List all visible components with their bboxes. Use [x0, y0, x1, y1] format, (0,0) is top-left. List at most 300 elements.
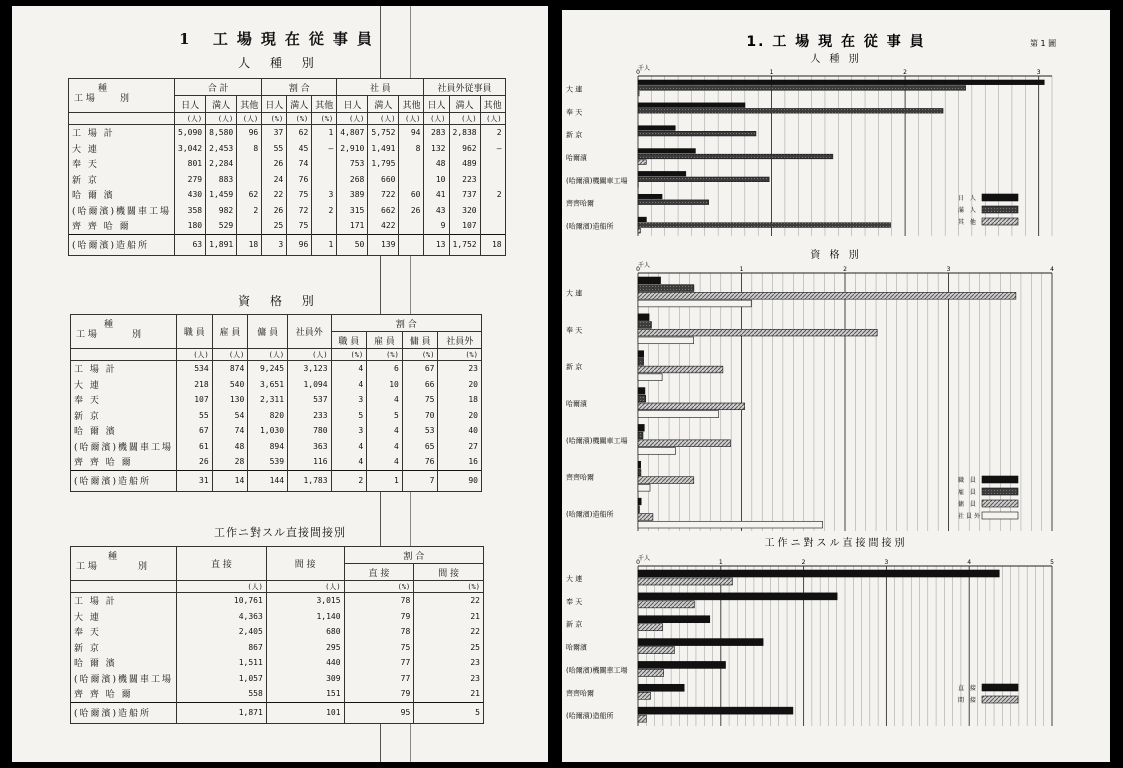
table-cell: —: [480, 141, 505, 157]
table-cell: 60: [399, 187, 424, 203]
bar: [638, 432, 643, 439]
group-header: 社 員: [337, 79, 424, 96]
table-cell: 5,752: [368, 125, 399, 141]
table-cell: 780: [288, 423, 331, 439]
legend-swatch: [982, 476, 1018, 483]
table-row: [69, 141, 506, 157]
bar: [638, 388, 645, 395]
row-label: 新 京: [69, 172, 175, 188]
table-cell: [312, 218, 337, 234]
sub-header: 日人: [337, 96, 368, 113]
category-label: (哈爾濱)機關車工場: [566, 176, 628, 185]
bar: [638, 448, 676, 455]
table-cell: 3,015: [266, 593, 344, 609]
table-cell: 67: [402, 361, 438, 377]
legend-label: 日 人: [958, 195, 978, 202]
table-cell: 20: [438, 408, 482, 424]
sub-header: 満人: [287, 96, 312, 113]
table-cell: 101: [266, 702, 344, 723]
legend-label: 直 接: [958, 685, 978, 692]
tick-label: 1: [739, 266, 744, 273]
table-cell: 223: [449, 172, 480, 188]
chart-title: 工作ニ對スル直接間接別: [764, 538, 908, 549]
bar: [638, 715, 646, 722]
table-cell: 23: [414, 655, 484, 671]
table-cell: 2: [480, 125, 505, 141]
table-cell: 78: [344, 593, 414, 609]
table-cell: 26: [262, 156, 287, 172]
bar: [638, 103, 745, 108]
bar: [638, 669, 664, 676]
tick-label: 3: [1036, 69, 1041, 76]
table-row: [71, 686, 484, 702]
legend-swatch: [982, 206, 1018, 213]
bar: [638, 108, 943, 113]
group-header: 割 合: [262, 79, 337, 96]
table-cell: 558: [177, 686, 267, 702]
table-cell: 2,453: [206, 141, 237, 157]
table-cell: 139: [368, 234, 399, 255]
table-cell: 2,311: [248, 392, 288, 408]
section-title-direct-indirect: 工作ニ對スル直接間接別: [214, 526, 346, 539]
table-cell: 737: [449, 187, 480, 203]
table-row: [71, 609, 484, 625]
category-label: (哈爾濱)機關車工場: [566, 666, 628, 675]
group-header: 間 接: [266, 547, 344, 581]
table-cell: 75: [287, 218, 312, 234]
table-cell: [480, 156, 505, 172]
row-label: 奉 天: [69, 156, 175, 172]
bar: [638, 358, 644, 365]
bar: [638, 403, 745, 410]
bar: [638, 692, 651, 699]
category-label: 大 連: [566, 85, 583, 94]
table-cell: 430: [175, 187, 206, 203]
table-row: [71, 408, 482, 424]
row-label: 哈 爾 濱: [69, 187, 175, 203]
table-cell: [399, 156, 424, 172]
sub-header: 其他: [237, 96, 262, 113]
sub-header: 満人: [368, 96, 399, 113]
bar: [638, 149, 695, 154]
table-cell: 10: [424, 172, 449, 188]
bar: [638, 322, 651, 329]
table-cell: 63: [175, 234, 206, 255]
group-header: 社員外従事員: [424, 79, 505, 96]
table-cell: 1,891: [206, 234, 237, 255]
table-cell: 31: [177, 470, 213, 491]
table-row: [71, 361, 482, 377]
bar: [638, 126, 675, 131]
table-cell: 21: [414, 609, 484, 625]
category-label: (哈爾濱)機關車工場: [566, 436, 628, 445]
table-cell: 40: [438, 423, 482, 439]
table-cell: 753: [337, 156, 368, 172]
group-header: 合 計: [175, 79, 262, 96]
table-cell: 41: [424, 187, 449, 203]
table-row: [71, 423, 482, 439]
table-cell: 3,042: [175, 141, 206, 157]
group-header: 割 合: [344, 547, 483, 564]
table-cell: 233: [288, 408, 331, 424]
bar: [638, 154, 833, 159]
sub-header: 直 接: [344, 564, 414, 581]
row-label: 哈 爾 濱: [71, 655, 177, 671]
table-cell: 874: [212, 361, 248, 377]
table-cell: 3,123: [288, 361, 331, 377]
row-label: 奉 天: [71, 624, 177, 640]
axis-unit-label: 千人: [638, 262, 651, 269]
table-row: [71, 640, 484, 656]
table-cell: 75: [344, 640, 414, 656]
bar: [638, 411, 719, 418]
table-cell: 3: [262, 234, 287, 255]
table-row: [69, 218, 506, 234]
table-cell: 53: [402, 423, 438, 439]
table-qualification: [70, 314, 482, 492]
table-cell: 77: [344, 655, 414, 671]
category-label: 新 京: [566, 131, 583, 140]
table-cell: 37: [262, 125, 287, 141]
table-cell: 962: [449, 141, 480, 157]
table-cell: 1,783: [288, 470, 331, 491]
table-cell: 3: [331, 423, 367, 439]
bar: [638, 160, 646, 165]
table-cell: 54: [212, 408, 248, 424]
sub-header: 日人: [424, 96, 449, 113]
category-label: (哈爾濱)造船所: [566, 510, 614, 519]
group-header: 割 合: [331, 315, 481, 332]
table-cell: 21: [414, 686, 484, 702]
tick-label: 4: [967, 559, 972, 566]
bar: [638, 570, 999, 577]
bar: [638, 477, 694, 484]
legend-swatch: [982, 218, 1018, 225]
table-cell: [480, 172, 505, 188]
table-row: [71, 377, 482, 393]
unit-row: (人) (人) (%) (%): [71, 581, 484, 593]
table-cell: 4,807: [337, 125, 368, 141]
table-cell: 1,511: [177, 655, 267, 671]
table-cell: 79: [344, 686, 414, 702]
table-cell: 10,761: [177, 593, 267, 609]
table-row: [71, 702, 484, 723]
bar: [638, 661, 726, 668]
table-cell: 315: [337, 203, 368, 219]
table-row: [69, 156, 506, 172]
table-cell: 76: [402, 454, 438, 470]
table-cell: 24: [262, 172, 287, 188]
legend-swatch: [982, 500, 1018, 507]
table-cell: 25: [414, 640, 484, 656]
legend-label: 間 接: [958, 697, 978, 704]
bar: [638, 684, 684, 691]
bar: [638, 601, 694, 608]
bar: [638, 374, 662, 381]
group-header: 雇 員: [212, 315, 248, 349]
table-cell: [399, 172, 424, 188]
row-label: 工 場 計: [71, 361, 177, 377]
row-label: (哈爾濱)機關車工場: [71, 439, 177, 455]
bar: [638, 285, 694, 292]
table-cell: [312, 172, 337, 188]
bar: [638, 131, 756, 136]
table-cell: 389: [337, 187, 368, 203]
table-cell: 8: [237, 141, 262, 157]
table-cell: [399, 234, 424, 255]
bar: [638, 707, 793, 714]
row-label: 工 場 計: [71, 593, 177, 609]
table-cell: 25: [262, 218, 287, 234]
table-row: [71, 593, 484, 609]
table-row: [69, 234, 506, 255]
table-cell: 4: [367, 392, 403, 408]
table-cell: 65: [402, 439, 438, 455]
table-cell: 660: [368, 172, 399, 188]
table-cell: 2: [237, 203, 262, 219]
page-title: 1. 工 場 現 在 従 事 員: [746, 34, 926, 50]
table-cell: 7: [402, 470, 438, 491]
table-cell: 1: [312, 125, 337, 141]
row-label: 大 連: [71, 377, 177, 393]
legend-label: 社員外: [958, 513, 983, 520]
category-label: 奉 天: [566, 108, 583, 117]
table-cell: 48: [424, 156, 449, 172]
table-cell: 13: [424, 234, 449, 255]
table-cell: 4: [331, 439, 367, 455]
table-cell: 5: [367, 408, 403, 424]
tick-label: 1: [718, 559, 723, 566]
table-cell: 4: [331, 454, 367, 470]
sub-header: 其他: [399, 96, 424, 113]
category-label: 齊齊哈爾: [566, 473, 594, 482]
bar: [638, 424, 644, 431]
table-cell: 23: [438, 361, 482, 377]
table-cell: 26: [262, 203, 287, 219]
row-label: 大 連: [69, 141, 175, 157]
legend-swatch: [982, 488, 1018, 495]
table-cell: 1,094: [288, 377, 331, 393]
table-cell: 295: [266, 640, 344, 656]
tick-label: 0: [636, 559, 640, 566]
bar: [638, 506, 639, 513]
bar: [638, 395, 646, 402]
table-row: [69, 187, 506, 203]
table-cell: 79: [344, 609, 414, 625]
bar: [638, 292, 1016, 299]
table-cell: 3,651: [248, 377, 288, 393]
bar: [638, 484, 650, 491]
bar: [638, 194, 662, 199]
table-cell: 662: [368, 203, 399, 219]
table-cell: 2,838: [449, 125, 480, 141]
table-cell: 22: [414, 624, 484, 640]
table-cell: [480, 203, 505, 219]
table-cell: 3: [331, 392, 367, 408]
table-cell: 309: [266, 671, 344, 687]
legend-swatch: [982, 684, 1018, 691]
bar: [638, 91, 639, 96]
bar: [638, 228, 640, 233]
table-cell: 22: [262, 187, 287, 203]
table-cell: 78: [344, 624, 414, 640]
category-label: 齊齊哈爾: [566, 689, 594, 698]
figure-label: 第 1 圖: [1030, 39, 1057, 48]
table-cell: 130: [212, 392, 248, 408]
bar: [638, 217, 646, 222]
table-cell: [237, 156, 262, 172]
table-cell: 268: [337, 172, 368, 188]
table-direct-indirect: [70, 546, 484, 724]
bar: [638, 469, 641, 476]
table-cell: 867: [177, 640, 267, 656]
table-cell: 23: [414, 671, 484, 687]
table-cell: 5: [414, 702, 484, 723]
table-cell: 9,245: [248, 361, 288, 377]
table-cell: 74: [287, 156, 312, 172]
table-cell: 6: [367, 361, 403, 377]
table-cell: 22: [414, 593, 484, 609]
table-cell: 8,580: [206, 125, 237, 141]
category-label: (哈爾濱)造船所: [566, 222, 614, 231]
tick-label: 4: [1050, 266, 1054, 273]
bar: [638, 86, 966, 91]
table-cell: 1,795: [368, 156, 399, 172]
table-cell: 26: [177, 454, 213, 470]
legend-label: 其 他: [958, 219, 978, 226]
row-label: (哈爾濱)機關車工場: [69, 203, 175, 219]
table-cell: 77: [344, 671, 414, 687]
table-cell: 55: [177, 408, 213, 424]
table-cell: 1,140: [266, 609, 344, 625]
group-header: 直 接: [177, 547, 267, 581]
table-cell: 982: [206, 203, 237, 219]
category-label: 哈爾濱: [566, 154, 587, 162]
table-cell: 151: [266, 686, 344, 702]
sub-header: 間 接: [414, 564, 484, 581]
row-label: (哈爾濱)機關車工場: [71, 671, 177, 687]
bar: [638, 521, 823, 528]
table-cell: 2: [312, 203, 337, 219]
table-cell: 4: [331, 361, 367, 377]
table-row: [71, 624, 484, 640]
table-cell: 894: [248, 439, 288, 455]
row-label: 新 京: [71, 408, 177, 424]
table-cell: [237, 172, 262, 188]
table-cell: 66: [402, 377, 438, 393]
group-header: 社員外: [288, 315, 331, 349]
table-cell: 8: [399, 141, 424, 157]
table-cell: 2,405: [177, 624, 267, 640]
table-cell: 96: [287, 234, 312, 255]
table-cell: 320: [449, 203, 480, 219]
bar: [638, 314, 649, 321]
table-cell: —: [312, 141, 337, 157]
row-label: 工 場 計: [69, 125, 175, 141]
table-row: [71, 671, 484, 687]
table-cell: 61: [177, 439, 213, 455]
table-cell: 9: [424, 218, 449, 234]
bar: [638, 366, 723, 373]
category-label: 齊齊哈爾: [566, 199, 594, 208]
table-corner-header: 種 別 工 場: [71, 547, 177, 581]
sub-header: 満人: [449, 96, 480, 113]
table-cell: 43: [424, 203, 449, 219]
table-cell: 2,284: [206, 156, 237, 172]
tick-label: 1: [769, 69, 774, 76]
row-label: (哈爾濱)造船所: [69, 234, 175, 255]
table-cell: 62: [237, 187, 262, 203]
table-cell: [399, 218, 424, 234]
bar: [638, 337, 694, 344]
table-cell: 26: [399, 203, 424, 219]
tick-label: 0: [636, 69, 640, 76]
table-cell: 5,090: [175, 125, 206, 141]
sub-header: 日人: [175, 96, 206, 113]
row-label: 齊 齊 哈 爾: [69, 218, 175, 234]
table-cell: 18: [480, 234, 505, 255]
row-label: 哈 爾 濱: [71, 423, 177, 439]
category-label: 哈爾濱: [566, 400, 587, 408]
table-cell: 27: [438, 439, 482, 455]
table-cell: 218: [177, 377, 213, 393]
table-cell: 422: [368, 218, 399, 234]
table-cell: 540: [212, 377, 248, 393]
chart-title: 資 格 別: [810, 250, 862, 261]
bar: [638, 578, 732, 585]
table-cell: 3: [312, 187, 337, 203]
sub-header: 傭 員: [402, 332, 438, 349]
sub-header: 満人: [206, 96, 237, 113]
sub-header: 其他: [312, 96, 337, 113]
table-cell: 279: [175, 172, 206, 188]
page-title: 1 工場現在従事員: [179, 30, 381, 48]
table-cell: 358: [175, 203, 206, 219]
table-row: [71, 454, 482, 470]
section-title-qualification: 資 格 別: [238, 294, 322, 308]
table-cell: 18: [438, 392, 482, 408]
table-cell: 96: [237, 125, 262, 141]
table-cell: 28: [212, 454, 248, 470]
bar: [638, 177, 769, 182]
table-cell: 1,030: [248, 423, 288, 439]
bar: [638, 461, 641, 468]
table-cell: 18: [237, 234, 262, 255]
bar: [638, 171, 686, 176]
axis-unit-label: 千人: [638, 65, 651, 72]
table-cell: 801: [175, 156, 206, 172]
group-header: 職 員: [177, 315, 213, 349]
category-label: (哈爾濱)造船所: [566, 712, 614, 721]
table-cell: 283: [424, 125, 449, 141]
row-label: 大 連: [71, 609, 177, 625]
table-cell: 1,057: [177, 671, 267, 687]
sub-header: 社員外: [438, 332, 482, 349]
category-label: 新 京: [566, 363, 583, 372]
bar: [638, 440, 731, 447]
table-cell: 10: [367, 377, 403, 393]
table-cell: 132: [424, 141, 449, 157]
table-cell: 95: [344, 702, 414, 723]
table-cell: [312, 156, 337, 172]
table-cell: 16: [438, 454, 482, 470]
table-cell: 539: [248, 454, 288, 470]
table-row: [69, 172, 506, 188]
table-cell: 116: [288, 454, 331, 470]
category-label: 大 連: [566, 289, 583, 298]
bar: [638, 351, 644, 358]
unit-row: (人) (人) (人) (%) (%) (%) (人) (人) (人) (人) (人) (人): [69, 113, 506, 125]
